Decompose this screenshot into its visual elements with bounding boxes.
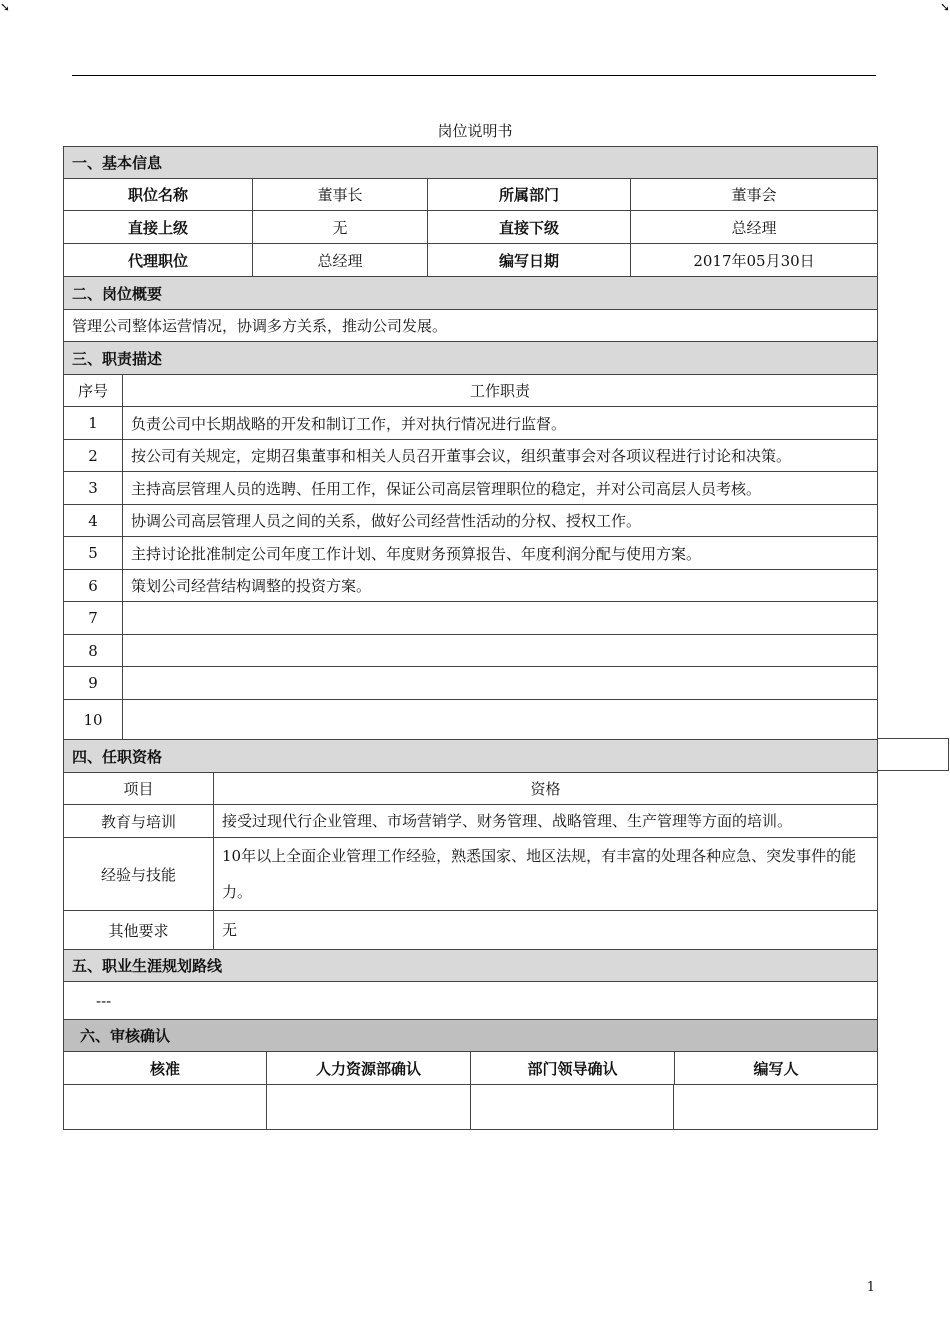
section-title: 二、岗位概要 <box>64 277 878 309</box>
field-label: 代理职位 <box>64 244 253 276</box>
duty-number: 7 <box>64 602 123 634</box>
summary-row <box>64 310 878 342</box>
duty-text: 协调公司高层管理人员之间的关系，做好公司经营性活动的分权、授权工作。 <box>123 505 878 536</box>
field-label: 直接上级 <box>64 211 253 243</box>
duty-number: 9 <box>64 667 123 699</box>
approval-column: 人力资源部确认 <box>267 1052 471 1084</box>
duty-row <box>64 407 878 440</box>
field-label: 职位名称 <box>64 179 253 210</box>
stray-cell <box>877 738 949 771</box>
duty-text: 策划公司经营结构调整的投资方案。 <box>123 570 878 601</box>
section-header <box>64 740 878 773</box>
duty-number: 6 <box>64 570 123 601</box>
signature-cell[interactable] <box>674 1085 878 1129</box>
section-header <box>64 950 878 982</box>
info-row <box>64 179 878 211</box>
career-text: --- <box>64 982 878 1019</box>
section-header <box>64 147 878 179</box>
field-value: 2017年05月30日 <box>631 244 878 276</box>
approval-column: 编写人 <box>675 1052 878 1084</box>
approval-header-row <box>64 1052 878 1085</box>
qual-text: 无 <box>214 911 878 949</box>
duty-row <box>64 667 878 700</box>
column-header: 序号 <box>64 375 123 406</box>
duty-row <box>64 570 878 602</box>
qual-item: 经验与技能 <box>64 838 214 910</box>
qual-text: 接受过现代行企业管理、市场营销学、财务管理、战略管理、生产管理等方面的培训。 <box>214 805 878 837</box>
duty-number: 10 <box>64 700 123 739</box>
field-label: 所属部门 <box>428 179 631 210</box>
duty-text: 主持讨论批准制定公司年度工作计划、年度财务预算报告、年度利润分配与使用方案。 <box>123 537 878 569</box>
duty-text <box>123 667 878 699</box>
info-row <box>64 211 878 244</box>
signature-cell[interactable] <box>471 1085 674 1129</box>
duty-row <box>64 440 878 472</box>
field-value: 总经理 <box>631 211 878 243</box>
duty-header-row <box>64 375 878 407</box>
duty-row <box>64 537 878 570</box>
signature-row <box>64 1085 878 1130</box>
summary-text: 管理公司整体运营情况，协调多方关系，推动公司发展。 <box>64 310 878 341</box>
duty-number: 1 <box>64 407 123 439</box>
signature-cell[interactable] <box>64 1085 267 1129</box>
signature-cell[interactable] <box>267 1085 471 1129</box>
duty-text <box>123 635 878 666</box>
qual-item: 其他要求 <box>64 911 214 949</box>
duty-row <box>64 700 878 740</box>
header-rule <box>72 75 876 76</box>
duty-number: 2 <box>64 440 123 471</box>
qual-row <box>64 805 878 838</box>
approval-column: 核准 <box>64 1052 267 1084</box>
corner-mark-icon: ➘ <box>939 0 950 14</box>
section-title: 四、任职资格 <box>64 740 878 772</box>
qual-header-row <box>64 773 878 805</box>
duty-text: 负责公司中长期战略的开发和制订工作，并对执行情况进行监督。 <box>123 407 878 439</box>
approval-column: 部门领导确认 <box>471 1052 675 1084</box>
duty-row <box>64 472 878 505</box>
field-label: 编写日期 <box>428 244 631 276</box>
duty-row <box>64 602 878 635</box>
section-title: 一、基本信息 <box>64 147 878 178</box>
column-header: 资格 <box>214 773 878 804</box>
field-value: 董事长 <box>253 179 428 210</box>
field-value: 无 <box>253 211 428 243</box>
qual-row <box>64 911 878 950</box>
duty-number: 3 <box>64 472 123 504</box>
section-title: 五、职业生涯规划路线 <box>64 950 878 981</box>
section-header <box>64 342 878 375</box>
field-label: 直接下级 <box>428 211 631 243</box>
section-header <box>64 277 878 310</box>
qual-text: 10年以上全面企业管理工作经验，熟悉国家、地区法规，有丰富的处理各种应急、突发事件的能力。 <box>214 838 878 910</box>
duty-text <box>123 602 878 634</box>
info-row <box>64 244 878 277</box>
column-header: 工作职责 <box>123 375 878 406</box>
page-number: 1 <box>866 1280 875 1295</box>
field-value: 总经理 <box>253 244 428 276</box>
corner-mark-icon: ➘ <box>0 0 11 14</box>
duty-row <box>64 635 878 667</box>
section-title: 六、审核确认 <box>64 1020 878 1051</box>
duty-text: 主持高层管理人员的选聘、任用工作，保证公司高层管理职位的稳定，并对公司高层人员考核。 <box>123 472 878 504</box>
section-title: 三、职责描述 <box>64 342 878 374</box>
duty-row <box>64 505 878 537</box>
duty-text: 按公司有关规定，定期召集董事和相关人员召开董事会议，组织董事会对各项议程进行讨论和决策。 <box>123 440 878 471</box>
duty-number: 8 <box>64 635 123 666</box>
duty-number: 5 <box>64 537 123 569</box>
field-value: 董事会 <box>631 179 878 210</box>
career-row <box>64 982 878 1020</box>
column-header: 项目 <box>64 773 214 804</box>
qual-item: 教育与培训 <box>64 805 214 837</box>
section-header <box>64 1020 878 1052</box>
duty-text <box>123 700 878 739</box>
job-description-table <box>63 146 878 1130</box>
document-title: 岗位说明书 <box>437 122 513 140</box>
qual-row <box>64 838 878 911</box>
duty-number: 4 <box>64 505 123 536</box>
